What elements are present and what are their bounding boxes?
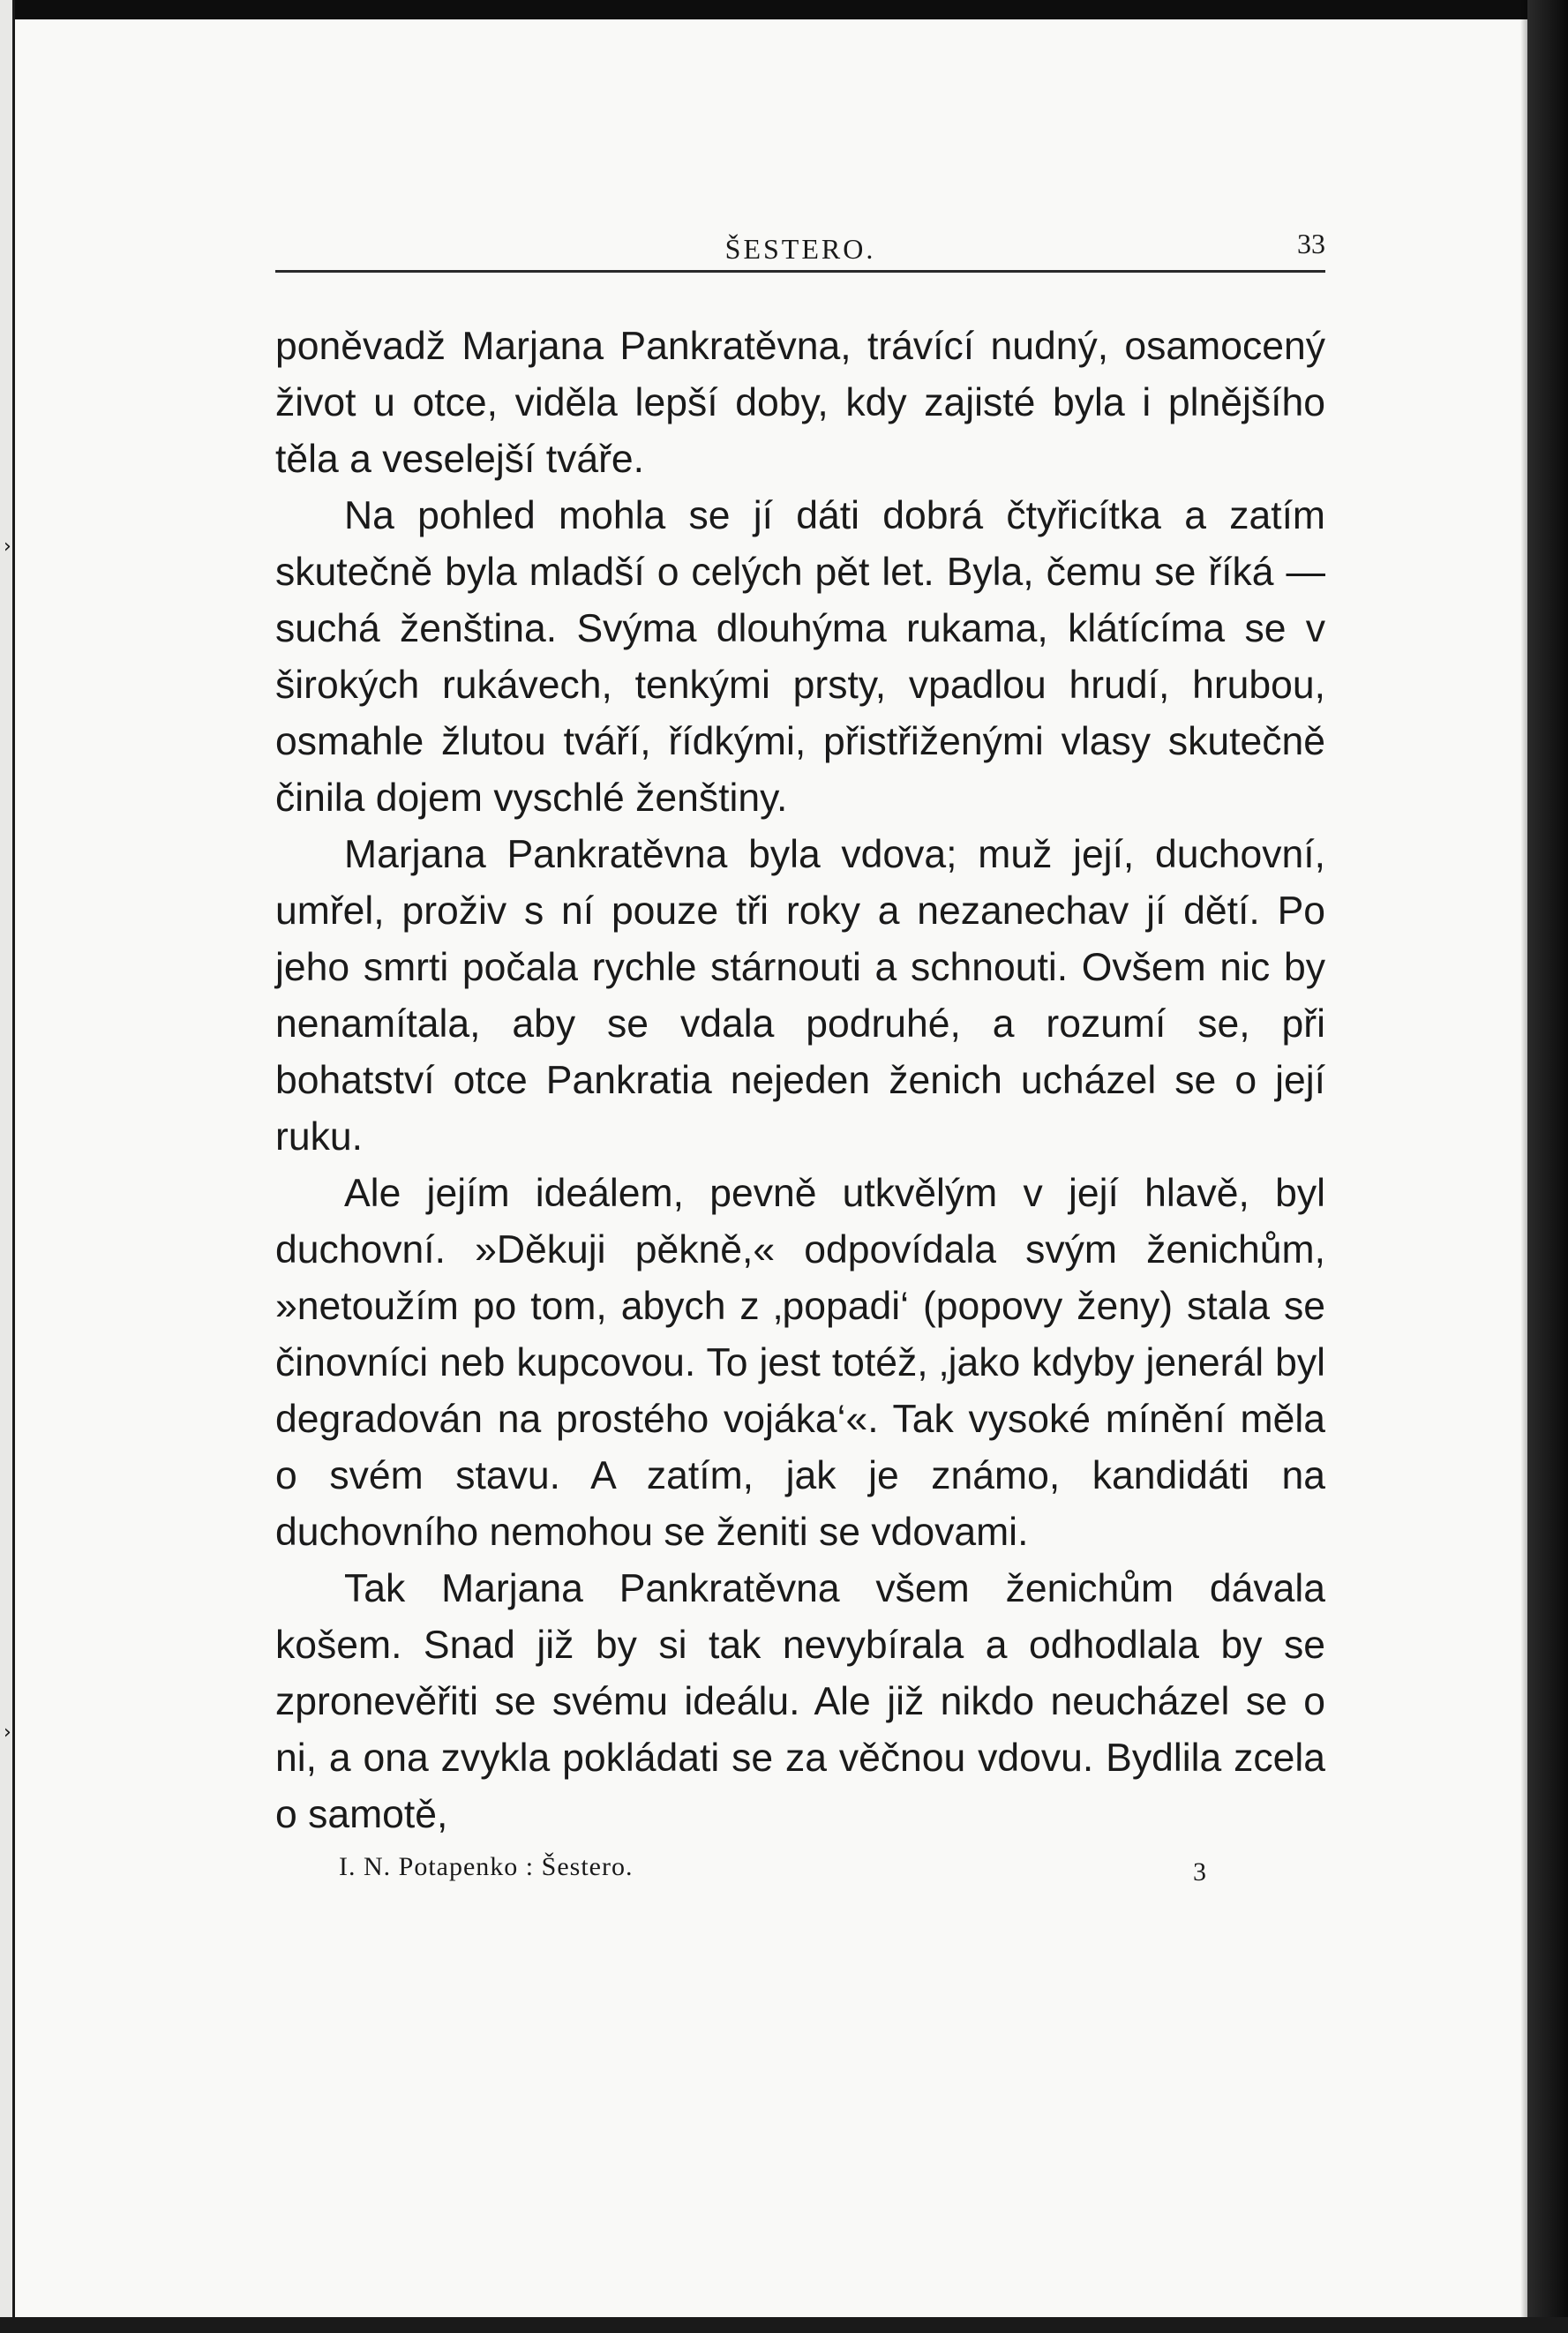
scan-border-right (1527, 0, 1568, 2333)
body-text (275, 319, 1325, 1843)
paragraph: Tak Marjana Pankratěvna všem ženichům dávala košem. Snad již by si tak nevybírala a odhodlala by se zpronevěřiti se svému ideálu. Ale již nikdo neucházel se o ni, a ona zvykla pokládati se za věčnou vdovu. Bydlila zcela o samotě, (275, 1567, 1325, 1836)
running-header (275, 221, 1325, 273)
scan-border-bottom (0, 2317, 1568, 2333)
scan-border-top (0, 0, 1568, 19)
scan-border-left (0, 0, 15, 2333)
page-footer (275, 1845, 1325, 1898)
scan-shadow-right (1520, 0, 1527, 2333)
sheet-number: 3 (1193, 1857, 1206, 1887)
page-number: 33 (1297, 228, 1325, 259)
running-title: ŠESTERO. (724, 233, 876, 265)
paragraph: Marjana Pankratěvna byla vdova; muž její, duchovní, umřel, proživ s ní pouze tři roky a nezanechav jí dětí. Po jeho smrti počala rychle stárnouti a schnouti. Ovšem nic by nenamítala, aby se vdala podruhé, a rozumí se, při bohatství otce Pankratia nejeden ženich ucházel se o její ruku. (275, 833, 1325, 1159)
binding-mark: › (4, 536, 11, 558)
book-page (275, 221, 1325, 1898)
paragraph: poněvadž Marjana Pankratěvna, trávící nudný, osamocený život u otce, viděla lepší doby, kdy zajisté byla i plnějšího těla a veselejší tváře. (275, 325, 1325, 481)
printer-signature: I. N. Potapenko : Šestero. (339, 1852, 634, 1881)
binding-mark: › (4, 1722, 11, 1744)
paragraph: Na pohled mohla se jí dáti dobrá čtyřicítka a zatím skutečně byla mladší o celých pět let. Byla, čemu se říká — suchá ženština. Svýma dlouhýma rukama, klátícíma se v širokých rukávech, tenkými prsty, vpadlou hrudí, hrubou, osmahle žlutou tváří, řídkými, přistřiženými vlasy skutečně činila dojem vyschlé ženštiny. (275, 494, 1325, 820)
paragraph: Ale jejím ideálem, pevně utkvělým v její hlavě, byl duchovní. »Děkuji pěkně,« odpovídala svým ženichům, »netoužím po tom, abych z ‚popadi‘ (popovy ženy) stala se činovníci neb kupcovou. To jest totéž, ‚jako kdyby jenerál byl degradován na prostého vojáka‘«. Tak vysoké mínění měla o svém stavu. A zatím, jak je známo, kandidáti na duchovního nemohou se ženiti se vdovami. (275, 1172, 1325, 1554)
